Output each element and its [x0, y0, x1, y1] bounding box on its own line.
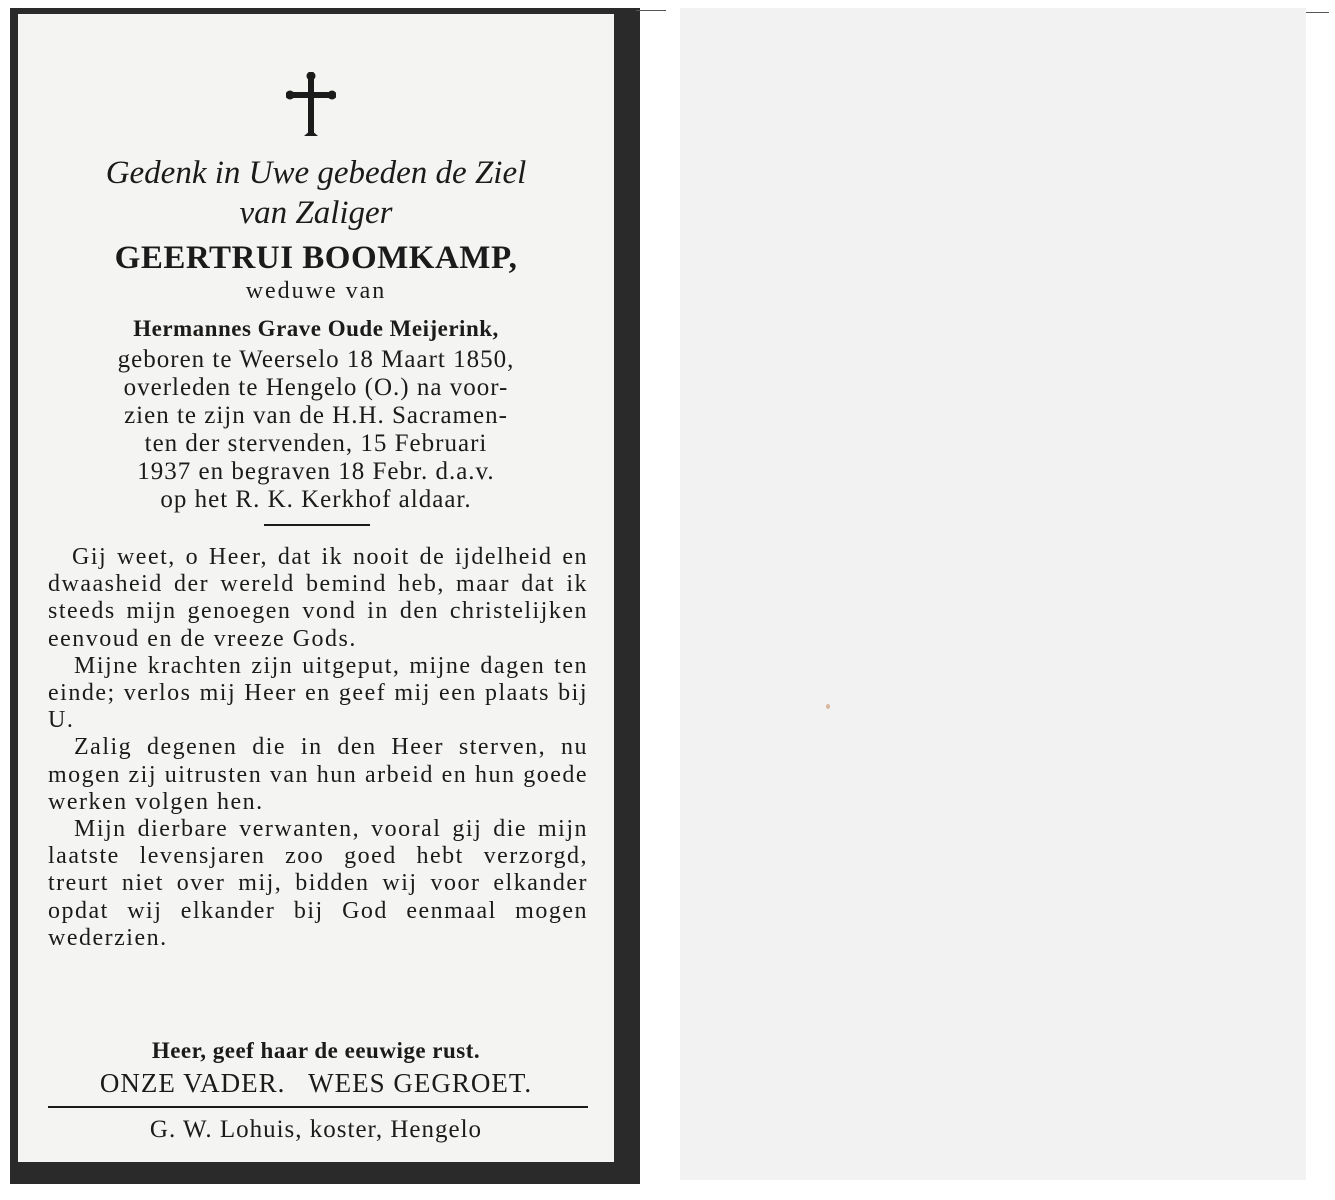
- memorial-card-front: [10, 8, 640, 1184]
- closing-prayer: Heer, geef haar de eeuwige rust.: [151, 1038, 481, 1063]
- cross-icon: [286, 72, 336, 138]
- deceased-name: GEERTRUI BOOMKAMP,: [114, 240, 518, 276]
- named-prayers: ONZE VADER. WEES GEGROET.: [99, 1068, 533, 1098]
- bio-line: ten der stervenden, 15 Februari: [144, 430, 488, 457]
- bio-line: overleden te Hengelo (O.) na voor-: [123, 374, 509, 401]
- prayer-paragraph: Gij weet, o Heer, dat ik nooit de ijdelheid en dwaasheid der wereld bemind heb, maar dat ik steeds mijn genoegen vond in den christelijken eenvoud en de vreeze Gods.: [48, 544, 588, 652]
- long-divider: [48, 1106, 588, 1108]
- invocation-line-2: van Zaliger: [239, 195, 393, 231]
- bio-line: op het R. K. Kerkhof aldaar.: [160, 486, 472, 513]
- memorial-card-back: [680, 8, 1306, 1180]
- prayer-paragraph: Mijne krachten zijn uitgeput, mijne dagen ten einde; verlos mij Heer en geef mij een plaats bij U.: [48, 652, 588, 734]
- prayer-text: [48, 544, 588, 952]
- scan-edge-mark: [636, 10, 666, 11]
- invocation-line-1: Gedenk in Uwe gebeden de Ziel: [105, 155, 527, 191]
- printer-line: G. W. Lohuis, koster, Hengelo: [149, 1116, 483, 1143]
- bio-line: 1937 en begraven 18 Febr. d.a.v.: [137, 458, 495, 485]
- paper-stain: [826, 704, 830, 709]
- prayer-paragraph: Zalig degenen die in den Heer sterven, nu mogen zij uitrusten van hun arbeid en hun goede werken volgen hen.: [48, 734, 588, 815]
- bio-line: zien te zijn van de H.H. Sacramen-: [124, 402, 508, 429]
- card-paper: [18, 14, 614, 1162]
- husband-name: Hermannes Grave Oude Meijerink,: [133, 316, 499, 341]
- bio-line: geboren te Weerselo 18 Maart 1850,: [117, 346, 515, 373]
- scan-edge-mark: [1305, 12, 1329, 13]
- short-divider: [264, 524, 370, 526]
- relation-text: weduwe van: [245, 278, 387, 304]
- prayer-paragraph: Mijn dierbare verwanten, vooral gij die mijn laatste levensjaren zoo goed hebt verzorgd, treurt niet over mij, bidden wij voor elkander opdat wij elkander bij God eenmaal mogen wederzien.: [48, 816, 588, 951]
